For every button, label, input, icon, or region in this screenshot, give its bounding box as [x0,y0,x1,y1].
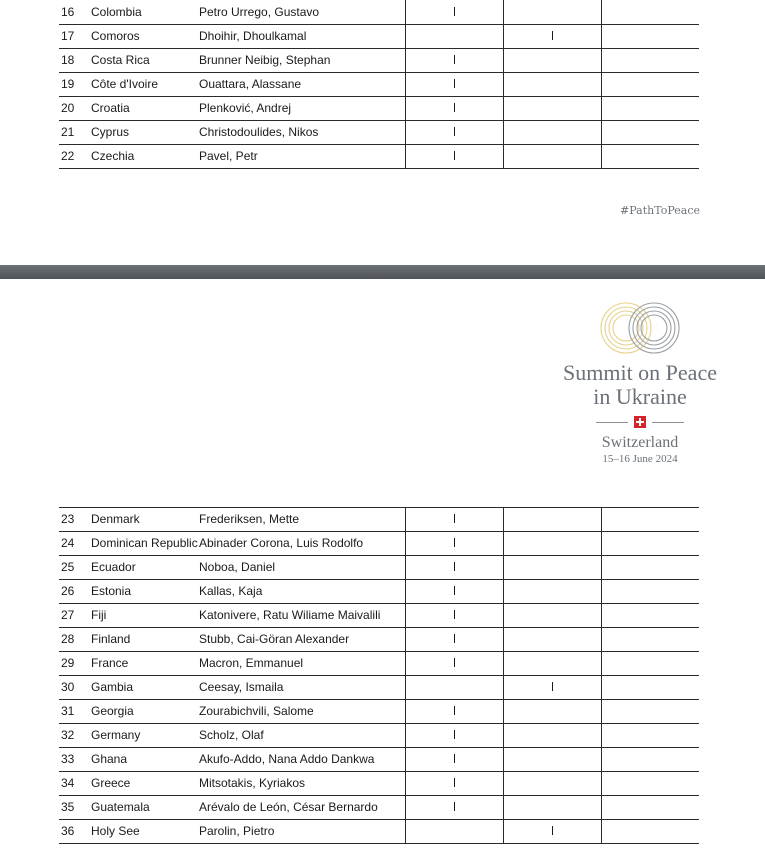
row-country: Denmark [91,508,199,532]
row-number: 28 [59,628,91,652]
row-representative: Ceesay, Ismaila [199,676,406,700]
table-row [59,652,699,676]
row-representative: Kallas, Kaja [199,580,406,604]
tick-mark-icon [454,127,455,136]
table-row [59,700,699,724]
row-mark-cell [406,145,504,169]
row-mark-cell [602,748,700,772]
row-country: Dominican Republic [91,532,199,556]
row-number: 21 [59,121,91,145]
tick-mark-icon [454,514,455,523]
row-number: 32 [59,724,91,748]
row-representative: Brunner Neibig, Stephan [199,49,406,73]
table-row [59,532,699,556]
row-country: Ghana [91,748,199,772]
row-country: Germany [91,724,199,748]
row-representative: Parolin, Pietro [199,820,406,844]
row-mark-cell [602,724,700,748]
row-mark-cell [504,508,602,532]
table-row [59,556,699,580]
row-mark-cell [602,532,700,556]
tick-mark-icon [454,610,455,619]
row-representative: Christodoulides, Nikos [199,121,406,145]
tick-mark-icon [454,706,455,715]
row-mark-cell [504,724,602,748]
tick-mark-icon [454,634,455,643]
row-mark-cell [602,700,700,724]
row-mark-cell [504,580,602,604]
table-row [59,820,699,844]
row-number: 17 [59,25,91,49]
row-mark-cell [406,652,504,676]
row-country: Czechia [91,145,199,169]
row-number: 24 [59,532,91,556]
row-number: 18 [59,49,91,73]
tick-mark-icon [454,778,455,787]
tick-mark-icon [454,103,455,112]
row-mark-cell [602,772,700,796]
row-mark-cell [504,604,602,628]
row-country: Gambia [91,676,199,700]
table-row [59,676,699,700]
row-country: Greece [91,772,199,796]
hashtag: #PathToPeace [620,204,700,217]
table-row [59,49,699,73]
row-mark-cell [406,0,504,25]
logo-dates: 15–16 June 2024 [602,453,678,465]
row-representative: Mitsotakis, Kyriakos [199,772,406,796]
table-row [59,73,699,97]
row-mark-cell [406,73,504,97]
row-representative: Macron, Emmanuel [199,652,406,676]
row-mark-cell [504,97,602,121]
row-mark-cell [504,772,602,796]
row-mark-cell [406,604,504,628]
row-country: Holy See [91,820,199,844]
table-row [59,748,699,772]
row-representative: Dhoihir, Dhoulkamal [199,25,406,49]
row-mark-cell [602,145,700,169]
tick-mark-icon [454,802,455,811]
row-mark-cell [406,25,504,49]
row-mark-cell [406,748,504,772]
row-mark-cell [406,724,504,748]
document-page-top [0,0,765,265]
row-number: 30 [59,676,91,700]
row-mark-cell [406,676,504,700]
row-mark-cell [406,121,504,145]
row-country: Colombia [91,0,199,25]
row-number: 19 [59,73,91,97]
row-number: 20 [59,97,91,121]
row-representative: Arévalo de León, César Bernardo [199,796,406,820]
row-number: 22 [59,145,91,169]
flag-divider [540,416,740,428]
row-representative: Stubb, Cai-Göran Alexander [199,628,406,652]
row-country: Guatemala [91,796,199,820]
participants-table-top [59,0,699,169]
row-mark-cell [602,580,700,604]
row-mark-cell [504,73,602,97]
rings-logo-icon [598,301,682,355]
row-number: 23 [59,508,91,532]
row-number: 27 [59,604,91,628]
table-row [59,25,699,49]
tick-mark-icon [454,538,455,547]
table-row [59,97,699,121]
tick-mark-icon [454,55,455,64]
row-mark-cell [602,508,700,532]
row-mark-cell [602,628,700,652]
table-row [59,772,699,796]
tick-mark-icon [454,562,455,571]
row-mark-cell [504,532,602,556]
summit-logo [540,301,740,466]
row-mark-cell [602,556,700,580]
row-number: 35 [59,796,91,820]
table-row [59,724,699,748]
tick-mark-icon [454,586,455,595]
row-country: Croatia [91,97,199,121]
row-country: Comoros [91,25,199,49]
page-separator [0,265,765,279]
row-mark-cell [406,97,504,121]
row-country: Ecuador [91,556,199,580]
swiss-flag-icon [634,416,646,428]
row-mark-cell [602,97,700,121]
participants-table-bottom [59,507,699,844]
row-number: 34 [59,772,91,796]
row-mark-cell [602,49,700,73]
row-mark-cell [406,508,504,532]
tick-mark-icon [454,7,455,16]
row-country: Georgia [91,700,199,724]
logo-title-line2: in Ukraine [593,384,687,409]
table-row [59,145,699,169]
row-mark-cell [406,532,504,556]
row-country: Finland [91,628,199,652]
row-number: 33 [59,748,91,772]
row-mark-cell [602,0,700,25]
row-mark-cell [406,580,504,604]
row-number: 36 [59,820,91,844]
row-mark-cell [504,796,602,820]
tick-mark-icon [552,826,553,835]
row-representative: Petro Urrego, Gustavo [199,0,406,25]
document-page-bottom [0,279,765,848]
row-number: 31 [59,700,91,724]
row-mark-cell [504,556,602,580]
row-country: Fiji [91,604,199,628]
logo-country: Switzerland [601,434,679,451]
row-mark-cell [504,676,602,700]
tick-mark-icon [454,658,455,667]
row-representative: Zourabichvili, Salome [199,700,406,724]
row-country: Côte d'Ivoire [91,73,199,97]
row-representative: Abinader Corona, Luis Rodolfo [199,532,406,556]
tick-mark-icon [552,682,553,691]
row-mark-cell [602,796,700,820]
row-mark-cell [504,25,602,49]
row-mark-cell [602,25,700,49]
row-representative: Noboa, Daniel [199,556,406,580]
row-country: France [91,652,199,676]
row-mark-cell [504,700,602,724]
row-representative: Frederiksen, Mette [199,508,406,532]
table-row [59,628,699,652]
row-representative: Plenković, Andrej [199,97,406,121]
table-row [59,796,699,820]
row-mark-cell [504,145,602,169]
table-row [59,580,699,604]
row-representative: Akufo-Addo, Nana Addo Dankwa [199,748,406,772]
table-row [59,604,699,628]
row-country: Estonia [91,580,199,604]
row-mark-cell [406,796,504,820]
logo-title-line1: Summit on Peace [563,360,717,385]
table-row [59,121,699,145]
row-mark-cell [602,676,700,700]
row-mark-cell [504,652,602,676]
row-mark-cell [602,604,700,628]
row-mark-cell [602,820,700,844]
row-mark-cell [406,820,504,844]
row-mark-cell [406,49,504,73]
row-number: 29 [59,652,91,676]
row-country: Costa Rica [91,49,199,73]
row-representative: Katonivere, Ratu Wiliame Maivalili [199,604,406,628]
row-mark-cell [602,73,700,97]
row-number: 26 [59,580,91,604]
row-representative: Pavel, Petr [199,145,406,169]
tick-mark-icon [454,754,455,763]
row-mark-cell [504,628,602,652]
row-mark-cell [406,556,504,580]
row-representative: Ouattara, Alassane [199,73,406,97]
row-mark-cell [406,700,504,724]
row-representative: Scholz, Olaf [199,724,406,748]
row-mark-cell [406,772,504,796]
row-mark-cell [504,49,602,73]
row-number: 16 [59,0,91,25]
row-mark-cell [504,820,602,844]
tick-mark-icon [454,730,455,739]
row-mark-cell [504,121,602,145]
tick-mark-icon [552,31,553,40]
tick-mark-icon [454,151,455,160]
tick-mark-icon [454,79,455,88]
row-mark-cell [602,652,700,676]
row-mark-cell [406,628,504,652]
row-mark-cell [504,0,602,25]
row-mark-cell [504,748,602,772]
row-country: Cyprus [91,121,199,145]
row-number: 25 [59,556,91,580]
table-row [59,0,699,25]
table-row [59,508,699,532]
row-mark-cell [602,121,700,145]
